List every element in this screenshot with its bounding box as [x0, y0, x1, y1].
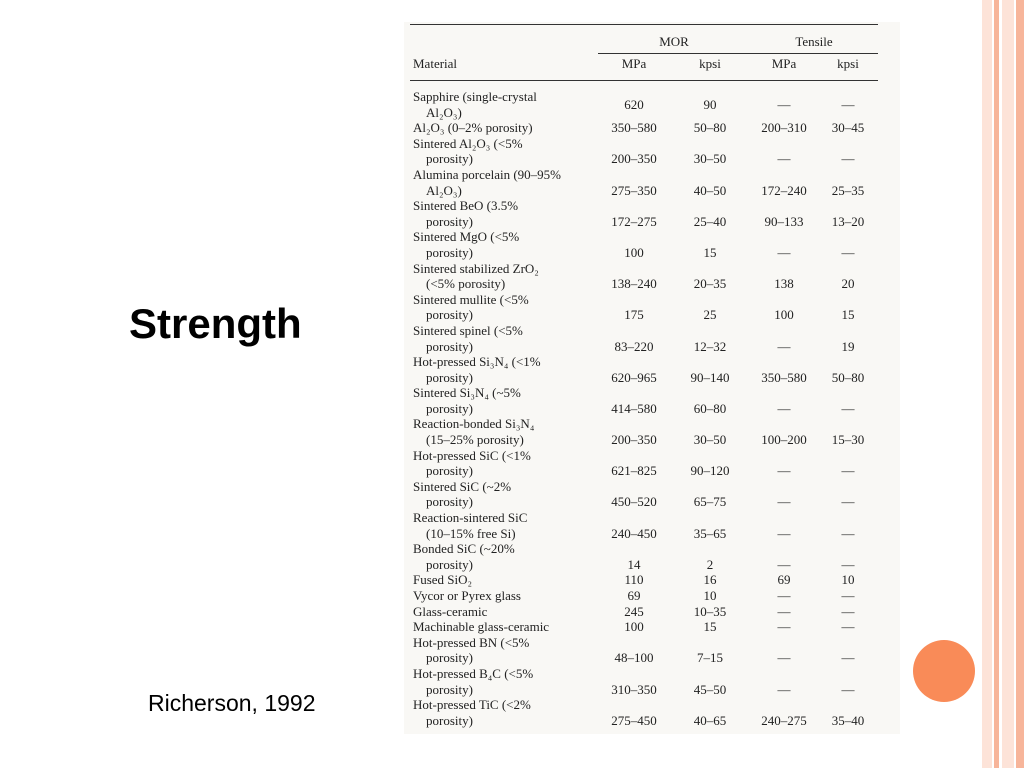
- cell-value: 16: [703, 572, 717, 588]
- cell-value: 35–40: [831, 712, 865, 728]
- table-body: [410, 81, 878, 729]
- cell-value: 15: [703, 619, 717, 635]
- cell-value: 15: [703, 244, 717, 260]
- cell-value: —: [777, 525, 791, 541]
- ten-mpa-cell: [750, 479, 818, 510]
- cell-value: —: [841, 244, 855, 260]
- mor-kpsi-cell: [670, 448, 750, 479]
- mor-mpa-cell: [598, 354, 670, 385]
- cell-value: 30–45: [831, 120, 865, 136]
- cell-value: 200–350: [611, 151, 657, 167]
- mor-mpa-cell: [598, 120, 670, 136]
- material-line: Glass-ceramic: [413, 603, 488, 619]
- ten-kpsi-cell: [818, 323, 878, 354]
- mor-mpa-cell: [598, 479, 670, 510]
- material-line: Al₂O₃ (0–2% porosity): [413, 120, 533, 136]
- cell-value: —: [841, 463, 855, 479]
- material-line: Sintered mullite (<5%: [413, 291, 529, 307]
- mor-kpsi-cell: [670, 416, 750, 447]
- cell-value: 40–50: [693, 182, 727, 198]
- ten-kpsi-cell: [818, 635, 878, 666]
- mor-mpa-cell: [598, 167, 670, 198]
- mor-kpsi-cell: [670, 167, 750, 198]
- material-line: Reaction-bonded Si₃N₄: [413, 416, 535, 432]
- table-row: [410, 120, 878, 136]
- cell-value: —: [777, 400, 791, 416]
- mor-kpsi-cell: [670, 385, 750, 416]
- mor-kpsi-cell: [670, 479, 750, 510]
- cell-value: 100: [624, 244, 644, 260]
- ten-kpsi-cell: [818, 198, 878, 229]
- cell-value: 7–15: [697, 650, 723, 666]
- cell-value: —: [841, 603, 855, 619]
- cell-value: 620–965: [611, 369, 657, 385]
- table-row: [410, 323, 878, 354]
- cell-value: 10–35: [693, 603, 727, 619]
- material-cell: [410, 136, 598, 167]
- cell-value: 14: [627, 556, 641, 572]
- table-row: [410, 635, 878, 666]
- cell-value: 83–220: [614, 338, 654, 354]
- material-line: porosity): [426, 151, 473, 167]
- material-line: (<5% porosity): [426, 276, 506, 292]
- cell-value: 35–65: [693, 525, 727, 541]
- header-tensile-mpa: MPa: [750, 54, 818, 81]
- table-row: [410, 261, 878, 292]
- cell-value: 240–450: [611, 525, 657, 541]
- mor-mpa-cell: [598, 136, 670, 167]
- cell-value: —: [777, 463, 791, 479]
- material-cell: [410, 541, 598, 572]
- mor-mpa-cell: [598, 81, 670, 121]
- header-tensile-kpsi: kpsi: [818, 54, 878, 81]
- decorative-stripes: [976, 0, 1024, 768]
- cell-value: 12–32: [693, 338, 727, 354]
- ten-mpa-cell: [750, 666, 818, 697]
- slide-title: Strength: [129, 300, 302, 347]
- material-cell: [410, 635, 598, 666]
- material-line: Sapphire (single-crystal: [413, 89, 537, 104]
- mor-kpsi-cell: [670, 572, 750, 588]
- cell-value: 10: [841, 572, 855, 588]
- material-cell: [410, 198, 598, 229]
- material-line: (15–25% porosity): [426, 432, 524, 448]
- mor-mpa-cell: [598, 604, 670, 620]
- cell-value: 69: [627, 588, 641, 603]
- cell-value: 50–80: [693, 120, 727, 136]
- cell-value: 414–580: [611, 400, 657, 416]
- cell-value: —: [777, 151, 791, 167]
- material-line: Vycor or Pyrex glass: [413, 588, 521, 603]
- cell-value: —: [841, 494, 855, 510]
- ten-mpa-cell: [750, 198, 818, 229]
- cell-value: 275–350: [611, 182, 657, 198]
- table-row: [410, 292, 878, 323]
- mor-mpa-cell: [598, 385, 670, 416]
- material-line: (10–15% free Si): [426, 525, 516, 541]
- cell-value: 100–200: [761, 432, 807, 448]
- ten-kpsi-cell: [818, 416, 878, 447]
- ten-mpa-cell: [750, 604, 818, 620]
- cell-value: 90–133: [764, 213, 804, 229]
- cell-value: 240–275: [761, 712, 807, 728]
- cell-value: —: [841, 556, 855, 572]
- ten-mpa-cell: [750, 292, 818, 323]
- material-line: Hot-pressed TiC (<2%: [413, 697, 531, 713]
- decorative-circle: [913, 640, 975, 702]
- material-line: porosity): [426, 463, 473, 479]
- material-line: Alumina porcelain (90–95%: [413, 166, 562, 182]
- cell-value: —: [841, 588, 855, 603]
- cell-value: 30–50: [693, 432, 727, 448]
- mor-kpsi-cell: [670, 261, 750, 292]
- cell-value: 138: [774, 276, 794, 292]
- ten-mpa-cell: [750, 572, 818, 588]
- material-line: Bonded SiC (~20%: [413, 541, 515, 557]
- stripe: [1016, 0, 1024, 768]
- table-row: [410, 572, 878, 588]
- citation: Richerson, 1992: [148, 690, 316, 716]
- cell-value: 245: [624, 603, 644, 619]
- ten-mpa-cell: [750, 635, 818, 666]
- material-line: Sintered stabilized ZrO₂: [413, 260, 539, 276]
- ten-mpa-cell: [750, 541, 818, 572]
- cell-value: 350–580: [761, 369, 807, 385]
- ten-mpa-cell: [750, 619, 818, 635]
- material-cell: [410, 354, 598, 385]
- mor-mpa-cell: [598, 416, 670, 447]
- mor-mpa-cell: [598, 572, 670, 588]
- material-line: porosity): [426, 650, 473, 666]
- table-row: [410, 666, 878, 697]
- ten-kpsi-cell: [818, 261, 878, 292]
- cell-value: —: [777, 244, 791, 260]
- material-line: Machinable glass-ceramic: [413, 619, 550, 635]
- cell-value: —: [777, 650, 791, 666]
- cell-value: 45–50: [693, 681, 727, 697]
- cell-value: —: [841, 96, 855, 112]
- material-cell: [410, 416, 598, 447]
- table-row: [410, 541, 878, 572]
- ten-mpa-cell: [750, 588, 818, 604]
- table-row: [410, 81, 878, 121]
- cell-value: 10: [703, 588, 717, 603]
- mor-kpsi-cell: [670, 354, 750, 385]
- cell-value: 200–350: [611, 432, 657, 448]
- material-line: Sintered spinel (<5%: [413, 322, 523, 338]
- table-row: [410, 167, 878, 198]
- table-row: [410, 448, 878, 479]
- cell-value: 90–140: [690, 369, 730, 385]
- ten-kpsi-cell: [818, 448, 878, 479]
- table-row: [410, 604, 878, 620]
- mor-kpsi-cell: [670, 604, 750, 620]
- cell-value: 138–240: [611, 276, 657, 292]
- cell-value: 621–825: [611, 463, 657, 479]
- cell-value: 175: [624, 307, 644, 323]
- mor-mpa-cell: [598, 323, 670, 354]
- header-tensile: Tensile: [750, 25, 878, 54]
- ten-kpsi-cell: [818, 666, 878, 697]
- mor-kpsi-cell: [670, 198, 750, 229]
- cell-value: 15–30: [831, 432, 865, 448]
- material-cell: [410, 292, 598, 323]
- material-cell: [410, 323, 598, 354]
- mor-kpsi-cell: [670, 635, 750, 666]
- table-row: [410, 619, 878, 635]
- cell-value: 60–80: [693, 400, 727, 416]
- material-cell: [410, 448, 598, 479]
- cell-value: 25–40: [693, 213, 727, 229]
- cell-value: —: [777, 681, 791, 697]
- cell-value: 620: [624, 96, 644, 112]
- ten-mpa-cell: [750, 261, 818, 292]
- cell-value: 65–75: [693, 494, 727, 510]
- cell-value: 200–310: [761, 120, 807, 136]
- table-row: [410, 479, 878, 510]
- material-line: Sintered Al₂O₃ (<5%: [413, 135, 523, 151]
- cell-value: 13–20: [831, 213, 865, 229]
- stripe: [982, 0, 992, 768]
- material-line: Hot-pressed Si₃N₄ (<1%: [413, 354, 541, 370]
- material-cell: [410, 588, 598, 604]
- material-line: porosity): [426, 494, 473, 510]
- ten-mpa-cell: [750, 416, 818, 447]
- material-line: Sintered SiC (~2%: [413, 478, 512, 494]
- material-line: porosity): [426, 681, 473, 697]
- mor-mpa-cell: [598, 541, 670, 572]
- cell-value: 100: [774, 307, 794, 323]
- cell-value: —: [777, 494, 791, 510]
- mor-kpsi-cell: [670, 81, 750, 121]
- mor-kpsi-cell: [670, 292, 750, 323]
- material-line: porosity): [426, 338, 473, 354]
- cell-value: 20–35: [693, 276, 727, 292]
- material-cell: [410, 229, 598, 260]
- ten-mpa-cell: [750, 697, 818, 728]
- material-line: porosity): [426, 369, 473, 385]
- cell-value: 275–450: [611, 712, 657, 728]
- mor-mpa-cell: [598, 448, 670, 479]
- cell-value: —: [777, 556, 791, 572]
- ten-kpsi-cell: [818, 588, 878, 604]
- header-mor-kpsi: kpsi: [670, 54, 750, 81]
- cell-value: —: [777, 603, 791, 619]
- cell-value: —: [777, 619, 791, 635]
- strength-table: [410, 24, 878, 728]
- mor-mpa-cell: [598, 510, 670, 541]
- cell-value: —: [841, 400, 855, 416]
- table-row: [410, 697, 878, 728]
- ten-kpsi-cell: [818, 120, 878, 136]
- cell-value: 310–350: [611, 681, 657, 697]
- cell-value: 50–80: [831, 369, 865, 385]
- ten-mpa-cell: [750, 136, 818, 167]
- mor-kpsi-cell: [670, 229, 750, 260]
- ten-mpa-cell: [750, 385, 818, 416]
- material-cell: [410, 120, 598, 136]
- mor-mpa-cell: [598, 666, 670, 697]
- cell-value: 90: [703, 96, 717, 112]
- mor-mpa-cell: [598, 619, 670, 635]
- material-line: Al₂O₃): [426, 104, 462, 120]
- ten-mpa-cell: [750, 510, 818, 541]
- cell-value: 350–580: [611, 120, 657, 136]
- ten-kpsi-cell: [818, 541, 878, 572]
- ten-mpa-cell: [750, 229, 818, 260]
- ten-kpsi-cell: [818, 479, 878, 510]
- table-row: [410, 416, 878, 447]
- cell-value: 48–100: [614, 650, 654, 666]
- ten-kpsi-cell: [818, 354, 878, 385]
- ten-kpsi-cell: [818, 292, 878, 323]
- ten-kpsi-cell: [818, 385, 878, 416]
- cell-value: —: [841, 650, 855, 666]
- material-line: porosity): [426, 556, 473, 572]
- table-row: [410, 588, 878, 604]
- cell-value: 110: [624, 572, 644, 588]
- material-line: Al₂O₃): [426, 182, 462, 198]
- material-cell: [410, 510, 598, 541]
- material-cell: [410, 604, 598, 620]
- material-cell: [410, 572, 598, 588]
- material-cell: [410, 385, 598, 416]
- material-cell: [410, 81, 598, 121]
- mor-mpa-cell: [598, 588, 670, 604]
- ten-mpa-cell: [750, 448, 818, 479]
- ten-kpsi-cell: [818, 81, 878, 121]
- cell-value: 30–50: [693, 151, 727, 167]
- ten-mpa-cell: [750, 167, 818, 198]
- material-cell: [410, 479, 598, 510]
- ten-kpsi-cell: [818, 572, 878, 588]
- material-cell: [410, 619, 598, 635]
- cell-value: —: [777, 338, 791, 354]
- ten-mpa-cell: [750, 120, 818, 136]
- cell-value: 40–65: [693, 712, 727, 728]
- cell-value: 20: [841, 276, 855, 292]
- mor-kpsi-cell: [670, 619, 750, 635]
- material-line: Reaction-sintered SiC: [413, 510, 528, 526]
- table-row: [410, 136, 878, 167]
- material-line: Fused SiO₂: [413, 572, 473, 588]
- material-line: Hot-pressed B₄C (<5%: [413, 665, 534, 681]
- ten-kpsi-cell: [818, 604, 878, 620]
- material-line: porosity): [426, 400, 473, 416]
- mor-kpsi-cell: [670, 120, 750, 136]
- mor-mpa-cell: [598, 697, 670, 728]
- mor-kpsi-cell: [670, 697, 750, 728]
- table-row: [410, 198, 878, 229]
- ten-mpa-cell: [750, 81, 818, 121]
- mor-mpa-cell: [598, 292, 670, 323]
- cell-value: 450–520: [611, 494, 657, 510]
- header-mor: MOR: [598, 25, 750, 54]
- ten-kpsi-cell: [818, 619, 878, 635]
- cell-value: 90–120: [690, 463, 730, 479]
- material-line: Sintered MgO (<5%: [413, 229, 520, 245]
- ten-kpsi-cell: [818, 167, 878, 198]
- stripe: [994, 0, 999, 768]
- material-cell: [410, 697, 598, 728]
- mor-mpa-cell: [598, 198, 670, 229]
- cell-value: 25–35: [831, 182, 865, 198]
- cell-value: —: [777, 588, 791, 603]
- mor-mpa-cell: [598, 229, 670, 260]
- cell-value: 100: [624, 619, 644, 635]
- material-cell: [410, 666, 598, 697]
- material-cell: [410, 167, 598, 198]
- cell-value: 69: [777, 572, 791, 588]
- cell-value: 15: [841, 307, 855, 323]
- ten-kpsi-cell: [818, 229, 878, 260]
- material-line: Hot-pressed BN (<5%: [413, 634, 530, 650]
- cell-value: —: [841, 525, 855, 541]
- mor-kpsi-cell: [670, 510, 750, 541]
- mor-kpsi-cell: [670, 541, 750, 572]
- material-line: porosity): [426, 712, 473, 728]
- material-line: Sintered BeO (3.5%: [413, 198, 519, 214]
- cell-value: —: [841, 619, 855, 635]
- material-line: Hot-pressed SiC (<1%: [413, 447, 531, 463]
- mor-kpsi-cell: [670, 588, 750, 604]
- header-material: Material: [410, 25, 598, 81]
- cell-value: —: [841, 681, 855, 697]
- cell-value: 25: [703, 307, 717, 323]
- material-line: porosity): [426, 244, 473, 260]
- material-line: porosity): [426, 307, 473, 323]
- header-mor-mpa: MPa: [598, 54, 670, 81]
- table-row: [410, 385, 878, 416]
- stripe: [1002, 0, 1014, 768]
- mor-mpa-cell: [598, 261, 670, 292]
- cell-value: 172–275: [611, 213, 657, 229]
- ten-kpsi-cell: [818, 136, 878, 167]
- table-row: [410, 510, 878, 541]
- material-cell: [410, 261, 598, 292]
- table-row: [410, 229, 878, 260]
- cell-value: —: [777, 96, 791, 112]
- table-row: [410, 354, 878, 385]
- mor-kpsi-cell: [670, 323, 750, 354]
- material-line: Sintered Si₃N₄ (~5%: [413, 385, 521, 401]
- cell-value: 19: [841, 338, 855, 354]
- ten-kpsi-cell: [818, 510, 878, 541]
- ten-kpsi-cell: [818, 697, 878, 728]
- cell-value: 172–240: [761, 182, 807, 198]
- ten-mpa-cell: [750, 354, 818, 385]
- ten-mpa-cell: [750, 323, 818, 354]
- mor-mpa-cell: [598, 635, 670, 666]
- cell-value: —: [841, 151, 855, 167]
- mor-kpsi-cell: [670, 136, 750, 167]
- mor-kpsi-cell: [670, 666, 750, 697]
- cell-value: 2: [706, 556, 714, 572]
- material-line: porosity): [426, 213, 473, 229]
